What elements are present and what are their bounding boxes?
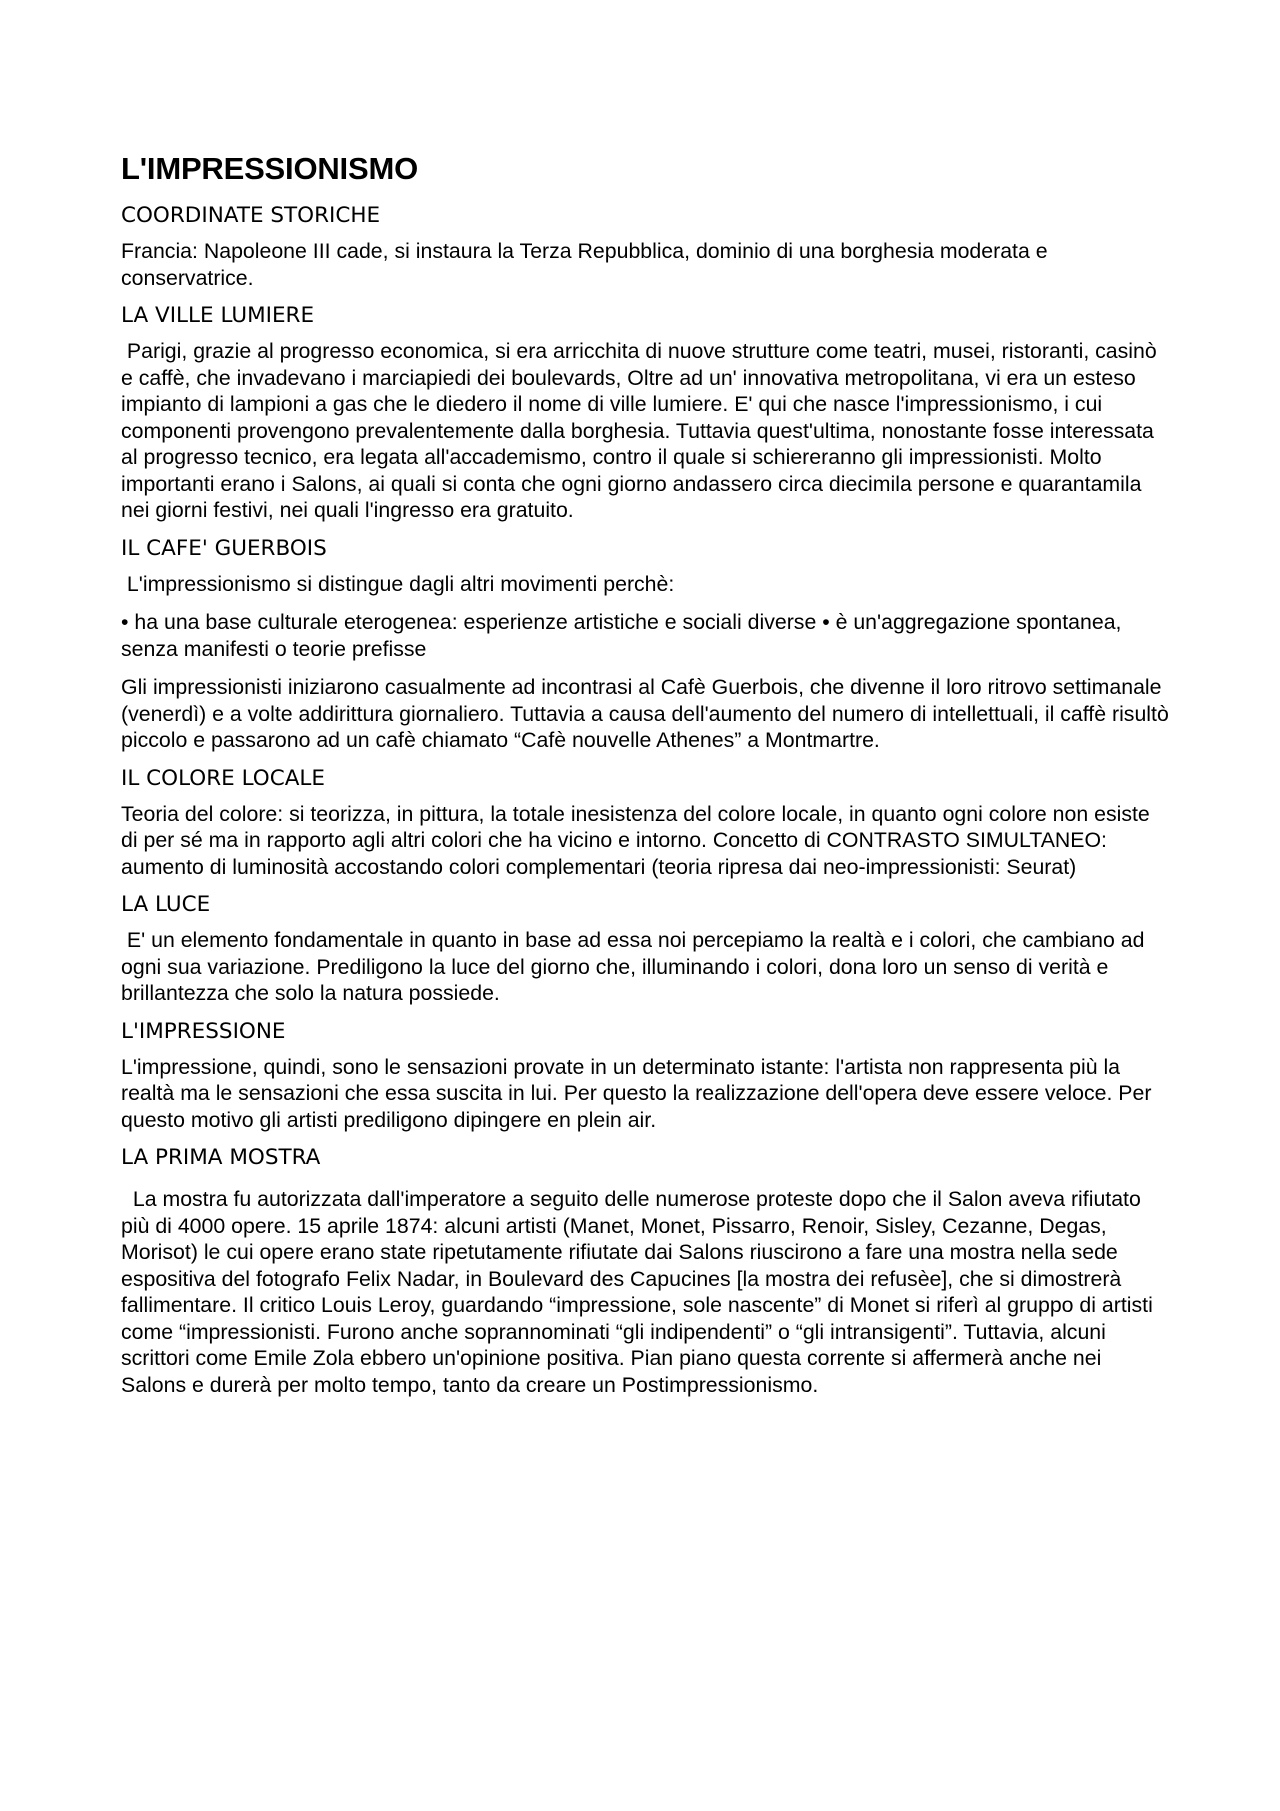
- section-la-luce: [121, 891, 1171, 1007]
- document-title: L'IMPRESSIONISMO: [121, 151, 418, 186]
- paragraph: Parigi, grazie al progresso economica, si era arricchita di nuove strutture come teatri, musei, ristoranti, casinò e caffè, che invadevano i marciapiedi dei boulevards, Oltre ad un' innovativa metropolitana, vi era un esteso impianto di lampioni a gas che le diedero il nome di ville lumiere. E' qui che nasce l'impressionismo, i cui componenti provengono prevalentemente dalla borghesia. Tuttavia quest'ultima, nonostante fosse interessata al progresso tecnico, era legata all'accademismo, contro il quale si schiereranno gli impressionisti. Molto importanti erano i Salons, ai quali si conta che ogni giorno andassero circa diecimila persone e quarantamila nei giorni festivi, nei quali l'ingresso era gratuito.: [121, 339, 1163, 522]
- section-impressione: [121, 1018, 1171, 1134]
- section-heading: IL CAFE' GUERBOIS: [121, 535, 327, 561]
- section-cafe-guerbois: [121, 535, 1175, 754]
- section-heading: LA LUCE: [121, 892, 211, 917]
- section-coordinate-storiche: [121, 202, 1171, 291]
- section-heading: LA VILLE LUMIERE: [121, 303, 315, 328]
- section-prima-mostra: [121, 1144, 1171, 1398]
- paragraph: L'impressione, quindi, sono le sensazioni provate in un determinato istante: l'artista non rappresenta più la realtà ma le sensazioni che essa suscita in lui. Per questo la realizzazione dell'opera deve essere veloce. Per questo motivo gli artisti prediligono dipingere en plein air.: [121, 1054, 1158, 1132]
- paragraph: E' un elemento fondamentale in quanto in base ad essa noi percepiamo la realtà e i colori, che cambiano ad ogni sua variazione. Prediligono la luce del giorno che, illuminando i colori, dona loro un senso di verità e brillantezza che solo la natura possiede.: [121, 928, 1151, 1005]
- section-heading: L'IMPRESSIONE: [121, 1018, 286, 1044]
- paragraph: Gli impressionisti iniziarono casualmente ad incontrasi al Cafè Guerbois, che divenne il loro ritrovo settimanale (venerdì) e a volte addirittura giornaliero. Tuttavia a causa dell'aumento del numero di intellettuali, il caffè risultò piccolo e passarono ad un cafè chiamato “Cafè nouvelle Athenes” a Montmartre.: [121, 675, 1175, 752]
- paragraph: Teoria del colore: si teorizza, in pittura, la totale inesistenza del colore locale, in quanto ogni colore non esiste di per sé ma in rapporto agli altri colori che ha vicino e intorno. Concetto di CONTRASTO SIMULTANEO: aumento di luminosità accostando colori complementari (teoria ripresa dai neo-impressionisti: Seurat): [121, 801, 1156, 879]
- section-heading: LA PRIMA MOSTRA: [121, 1145, 321, 1170]
- bullet-paragraph: • ha una base culturale eterogenea: esperienze artistiche e sociali diverse • è un'aggregazione spontanea, senza manifesti o teorie prefisse: [121, 610, 1128, 661]
- section-colore-locale: [121, 765, 1171, 881]
- paragraph: La mostra fu autorizzata dall'imperatore a seguito delle numerose proteste dopo che il Salon aveva rifiutato più di 4000 opere. 15 aprile 1874: alcuni artisti (Manet, Monet, Pissarro, Renoir, Sisley, Cezanne, Degas, Morisot) le cui opere erano state ripetutamente rifiutate dai Salons riuscirono a fare una mostra nella sede espositiva del fotografo Felix Nadar, in Boulevard des Capucines [la mostra dei refusèe], che si dimostrerà fallimentare. Il critico Louis Leroy, guardando “impressione, sole nascente” di Monet si riferì al gruppo di artisti come “impressionisti. Furono anche soprannominati “gli indipendenti” o “gli intransigenti”. Tuttavia, alcuni scrittori come Emile Zola ebbero un'opinione positiva. Pian piano questa corrente si affermerà anche nei Salons e durerà per molto tempo, tanto da creare un Postimpressionismo.: [121, 1187, 1159, 1397]
- paragraph: L'impressionismo si distingue dagli altri movimenti perchè:: [121, 571, 675, 596]
- document-page: [121, 150, 1175, 1409]
- paragraph: Francia: Napoleone III cade, si instaura la Terza Repubblica, dominio di una borghesia moderata e conservatrice.: [121, 239, 1054, 290]
- section-ville-lumiere: [121, 302, 1171, 524]
- section-heading: COORDINATE STORICHE: [121, 203, 381, 228]
- section-heading: IL COLORE LOCALE: [121, 765, 325, 791]
